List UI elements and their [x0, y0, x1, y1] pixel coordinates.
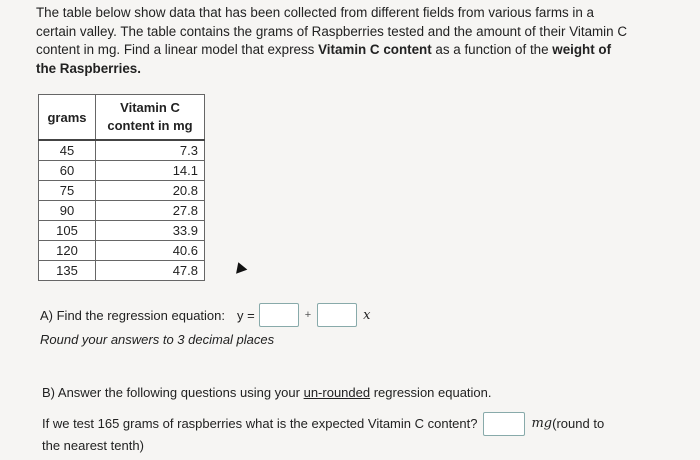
data-table	[38, 94, 205, 281]
question-1-text: If we test 165 grams of raspberries what is the expected Vitamin C content?	[42, 416, 478, 431]
table-row	[39, 261, 205, 281]
intro-bold-raspberries: the Raspberries.	[36, 60, 141, 76]
intro-line-2: certain valley. The table contains the grams of Raspberries tested and the amount of their Vitamin C	[36, 23, 627, 39]
round-suffix: (round to	[552, 416, 605, 431]
question-1-line	[42, 412, 662, 436]
y-equals-label: y =	[237, 307, 255, 323]
part-b-text: regression equation.	[370, 385, 492, 400]
plus-sign: +	[304, 309, 312, 321]
part-b-text: B) Answer the following questions using your	[42, 385, 304, 400]
cell-vitc: 33.9	[96, 221, 205, 241]
table-row	[39, 140, 205, 161]
header-vitamin-c-line1: Vitamin C	[120, 100, 180, 115]
intro-line-3	[36, 41, 636, 60]
intro-bold-vitamin: Vitamin C content	[318, 42, 432, 57]
cell-grams: 75	[39, 181, 96, 201]
table-row	[39, 221, 205, 241]
header-vitamin-c-line2: content in mg	[107, 118, 193, 133]
part-b-underlined: un-rounded	[303, 385, 371, 400]
cell-grams: 120	[39, 241, 96, 261]
cell-vitc: 47.8	[96, 261, 205, 281]
mouse-pointer-icon	[233, 260, 248, 274]
intro-text: as a function of the	[431, 42, 553, 57]
table-row	[39, 181, 205, 201]
intro-line-1: The table below show data that has been collected from different fields from various farms in a	[36, 5, 594, 20]
part-a-prompt: A) Find the regression equation:	[40, 307, 225, 323]
intro-text: content in mg. Find a linear model that express	[36, 42, 319, 57]
cell-vitc: 27.8	[96, 201, 205, 221]
cell-vitc: 14.1	[96, 161, 205, 181]
cell-grams: 90	[39, 201, 96, 221]
intro-line-4	[36, 60, 636, 79]
cell-grams: 45	[39, 140, 96, 161]
cell-vitc: 40.6	[96, 241, 205, 261]
intro-bold-weight: weight of	[552, 42, 612, 57]
part-a	[40, 303, 371, 347]
table-row	[39, 161, 205, 181]
unit-mg: mg	[531, 416, 553, 431]
slope-input[interactable]	[317, 303, 357, 327]
problem-intro	[36, 4, 636, 78]
x-variable: x	[363, 307, 371, 323]
part-b-prompt	[42, 385, 662, 400]
vitamin-c-answer-input[interactable]	[483, 412, 525, 436]
cell-grams: 135	[39, 261, 96, 281]
part-b	[42, 385, 662, 453]
table-row	[39, 241, 205, 261]
part-a-equation-line	[40, 303, 371, 327]
intercept-input[interactable]	[259, 303, 299, 327]
table-row	[39, 201, 205, 221]
cell-grams: 60	[39, 161, 96, 181]
part-a-round-note: Round your answers to 3 decimal places	[40, 332, 275, 347]
header-vitamin-c	[96, 95, 205, 141]
question-1-continuation: the nearest tenth)	[42, 438, 144, 453]
cell-vitc: 7.3	[96, 140, 205, 161]
cell-grams: 105	[39, 221, 96, 241]
cell-vitc: 20.8	[96, 181, 205, 201]
table-header-row	[39, 95, 205, 141]
header-grams: grams	[39, 95, 96, 141]
